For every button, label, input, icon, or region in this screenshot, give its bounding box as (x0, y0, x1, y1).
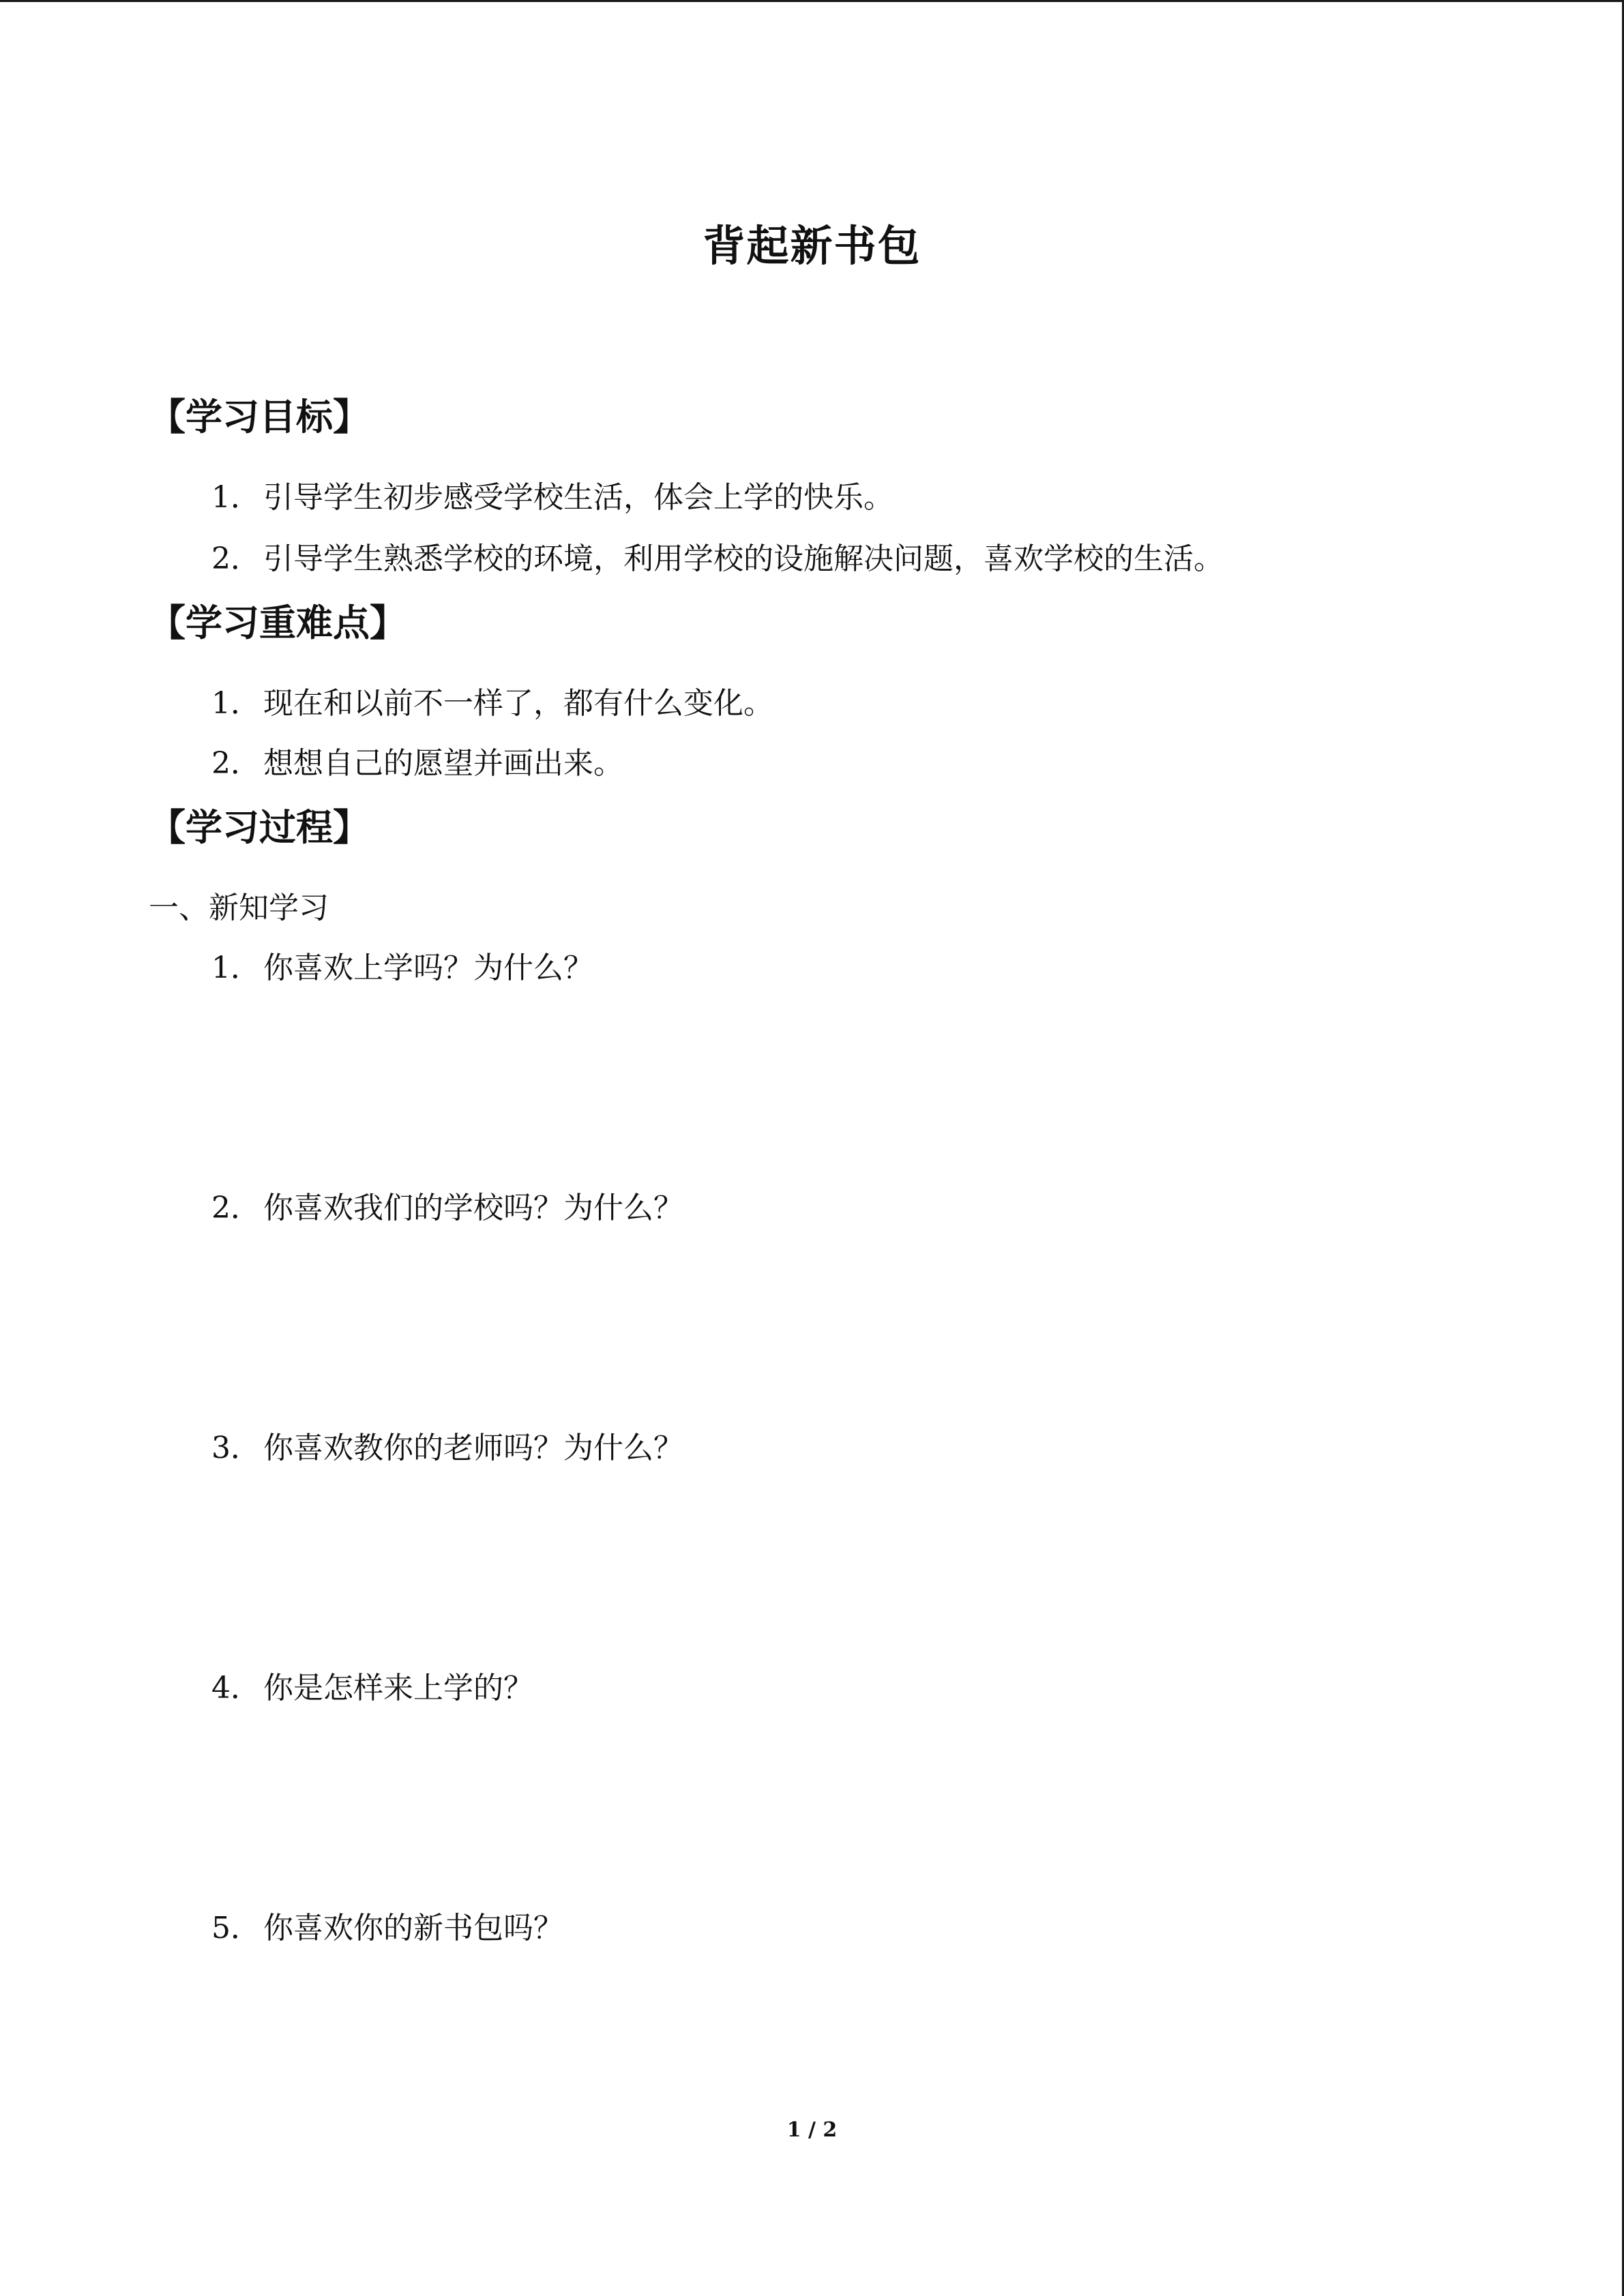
item-number: 1． (211, 686, 261, 721)
question-item (211, 1183, 683, 1227)
item-number: 2． (211, 1191, 261, 1225)
item-number: 5． (211, 1911, 261, 1945)
item-number: 4． (211, 1671, 261, 1705)
section-heading-learning-goals: 【学习目标】 (149, 396, 370, 438)
section-heading-learning-process: 【学习过程】 (149, 806, 370, 849)
item-number: 3． (211, 1431, 261, 1465)
question-item (211, 1423, 683, 1467)
list-item (211, 473, 894, 516)
item-number: 1． (211, 951, 261, 985)
page-number: 1 / 2 (786, 2118, 838, 2142)
question-item (211, 943, 593, 987)
item-text: 引导学生初步感受学校生活，体会上学的快乐。 (263, 480, 894, 515)
item-text: 想想自己的愿望并画出来。 (263, 746, 623, 781)
section-heading-key-points: 【学习重难点】 (149, 601, 407, 644)
item-number: 2． (211, 541, 261, 576)
item-text: 你喜欢上学吗？为什么？ (263, 951, 593, 985)
page-title: 背起新书包 (703, 221, 921, 271)
item-number: 1． (211, 480, 261, 515)
item-text: 引导学生熟悉学校的环境，利用学校的设施解决问题，喜欢学校的生活。 (263, 541, 1224, 576)
question-item (211, 1663, 533, 1707)
question-item (211, 1903, 563, 1947)
item-text: 你喜欢你的新书包吗？ (263, 1911, 563, 1945)
list-item (211, 534, 1224, 578)
list-item (211, 739, 623, 782)
list-item (211, 679, 773, 722)
item-text: 现在和以前不一样了，都有什么变化。 (263, 686, 773, 721)
sub-heading-new-knowledge: 一、新知学习 (149, 891, 329, 925)
item-text: 你是怎样来上学的？ (263, 1671, 533, 1705)
item-text: 你喜欢教你的老师吗？为什么？ (263, 1431, 683, 1465)
item-number: 2． (211, 746, 261, 781)
item-text: 你喜欢我们的学校吗？为什么？ (263, 1191, 683, 1225)
